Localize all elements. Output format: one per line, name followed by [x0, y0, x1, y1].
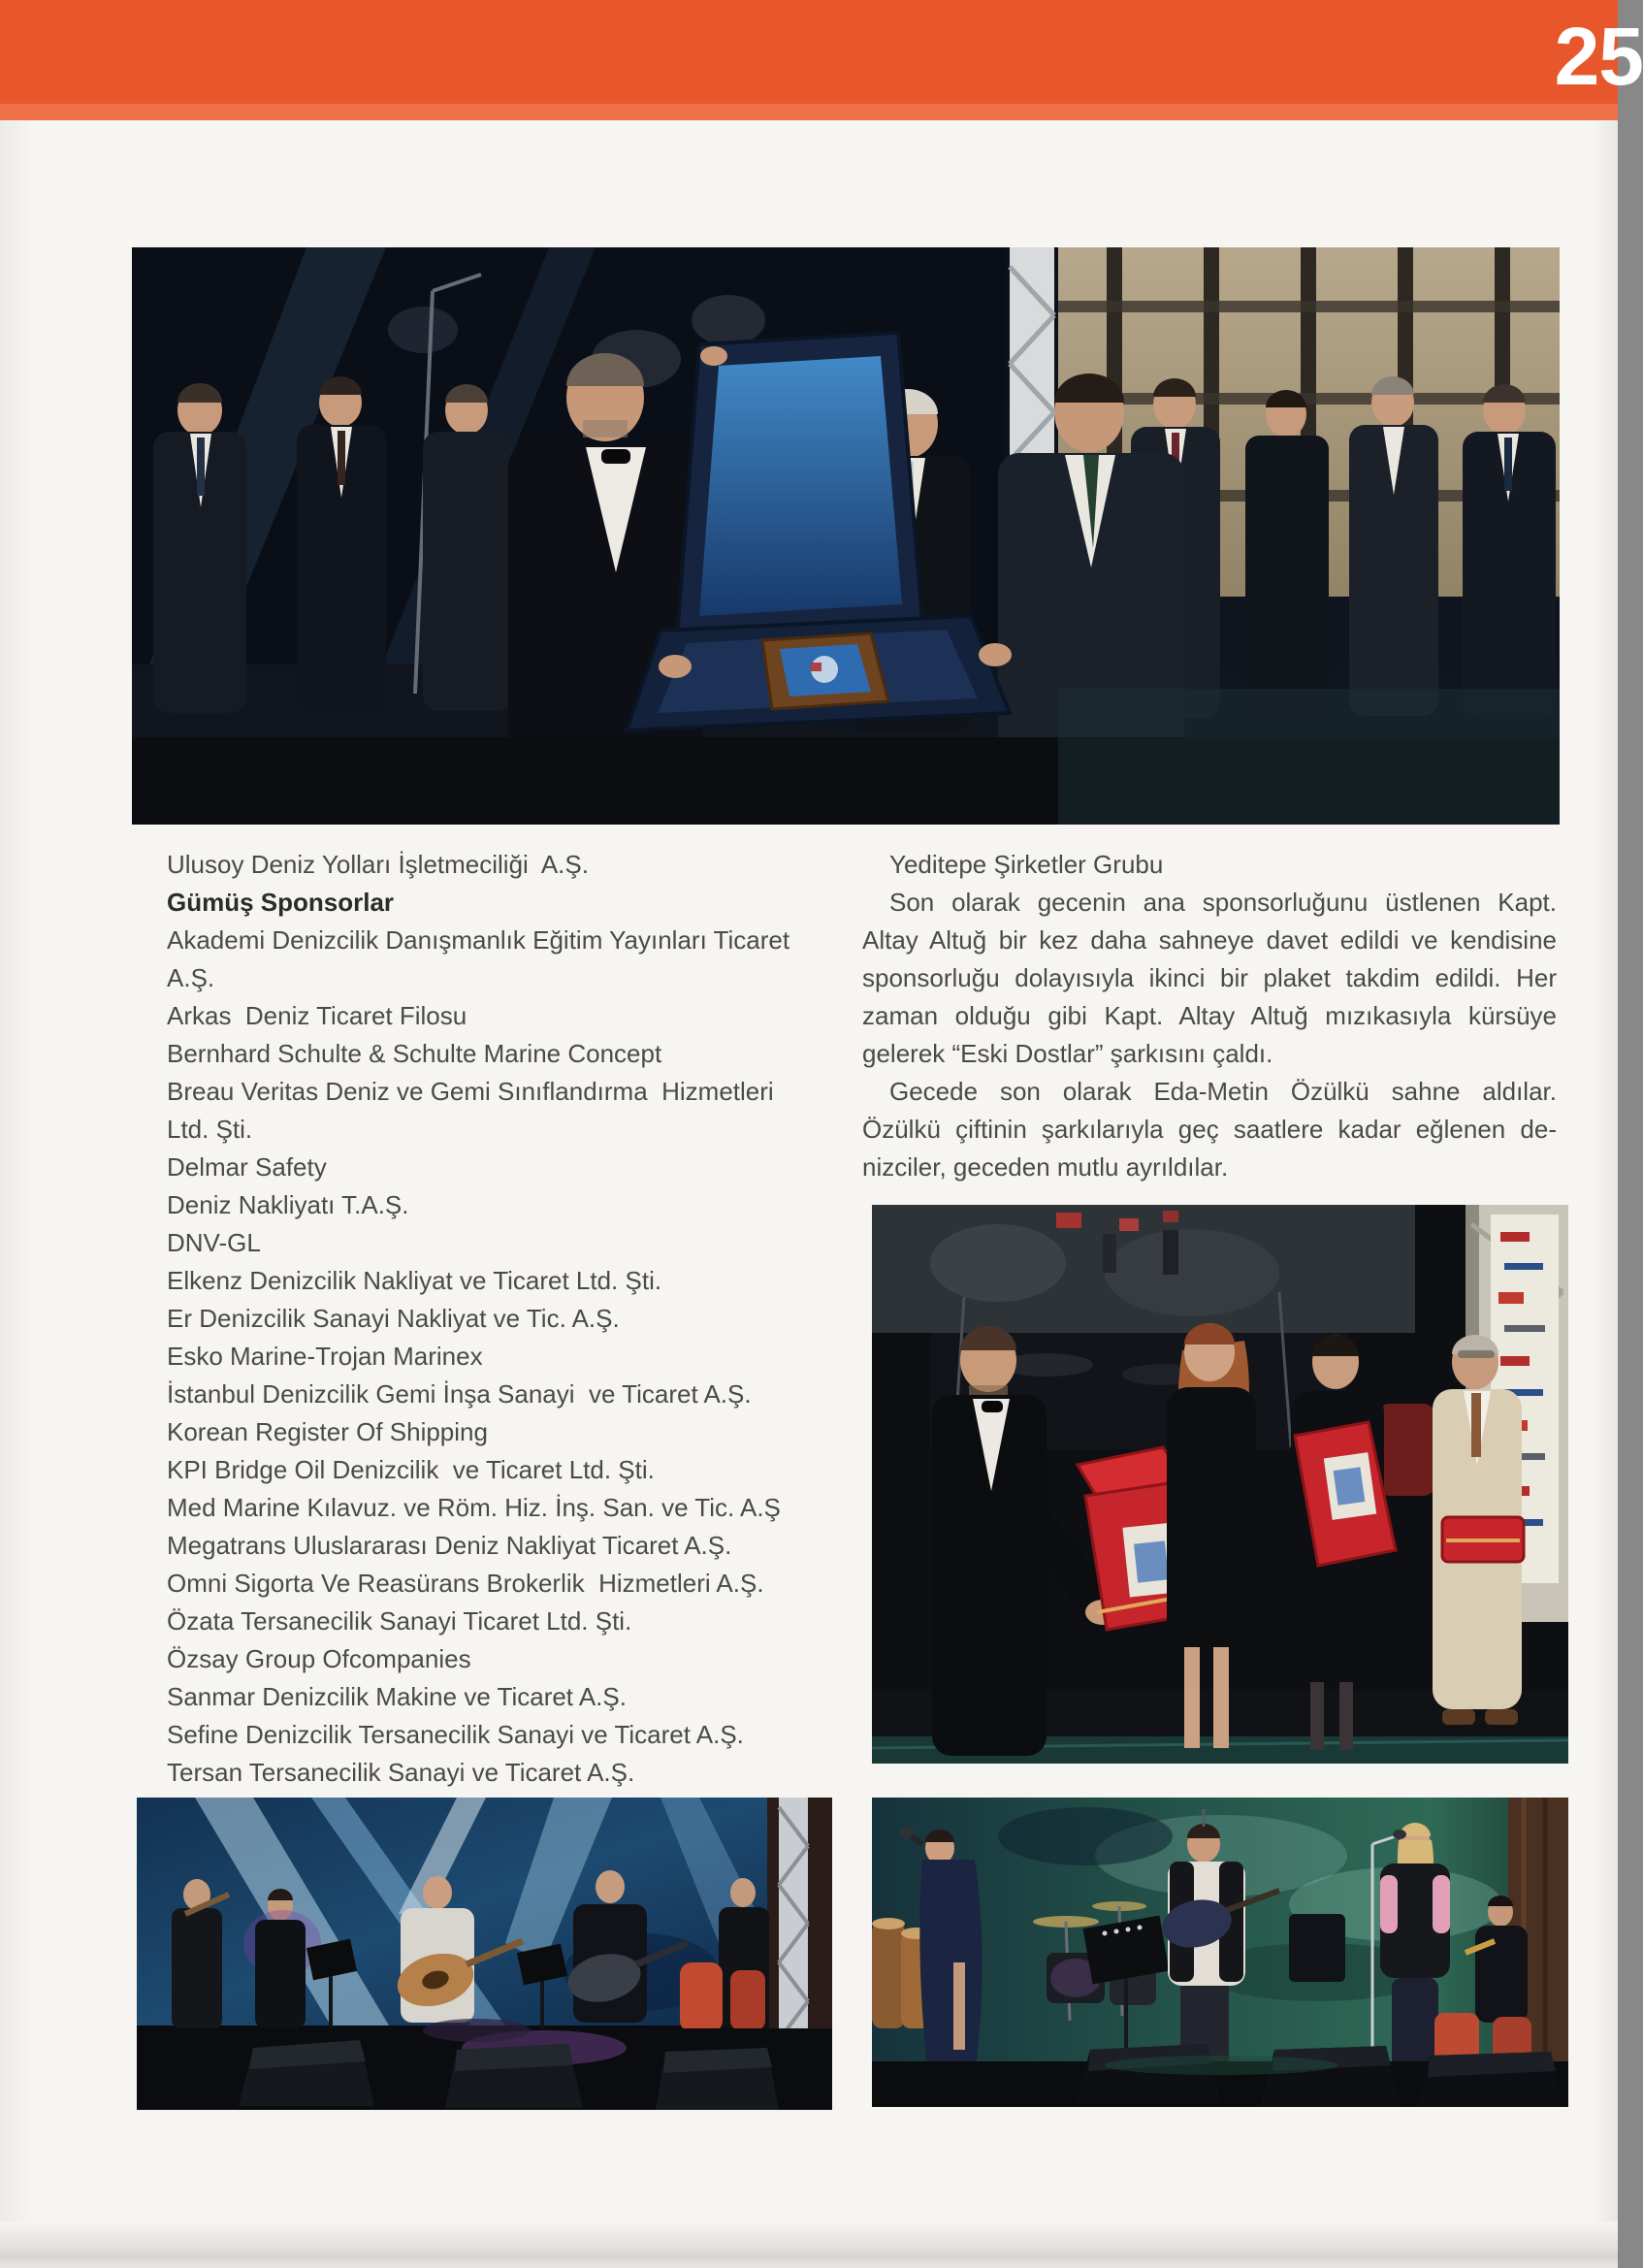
- article-line: Özülkü çiftinin şarkılarıyla geç saatlere kadar eğlenen de-: [862, 1115, 1557, 1144]
- sponsor-list: [167, 846, 812, 1792]
- sponsor-heading-gumus-sponsorlar: Gümüş Sponsorlar: [167, 888, 395, 917]
- award-ceremony-scene: [132, 247, 1560, 825]
- sponsor-line: Delmar Safety: [167, 1152, 327, 1182]
- sponsor-line: Sanmar Denizcilik Makine ve Ticaret A.Ş.: [167, 1682, 627, 1711]
- red-plaques-scene: [872, 1205, 1568, 1764]
- photo-red-plaques: [872, 1205, 1568, 1764]
- sponsor-line: Breau Veritas Deniz ve Gemi Sınıflandırma Hizmetleri: [167, 1077, 774, 1106]
- photo-award-ceremony: [132, 247, 1560, 825]
- sponsor-line: Omni Sigorta Ve Reasürans Brokerlik Hizmetleri A.Ş.: [167, 1569, 764, 1598]
- sponsor-line: Megatrans Uluslararası Deniz Nakliyat Ticaret A.Ş.: [167, 1531, 732, 1560]
- sponsor-line: Ltd. Şti.: [167, 1115, 253, 1144]
- singers-stage-scene: [872, 1798, 1568, 2107]
- orange-bar-light-strip: [0, 104, 1618, 120]
- sponsor-line: Er Denizcilik Sanayi Nakliyat ve Tic. A.Ş.: [167, 1304, 620, 1333]
- man-cream-suit: [1433, 1335, 1524, 1725]
- sponsor-line: Özata Tersanecilik Sanayi Ticaret Ltd. Şti.: [167, 1606, 632, 1636]
- article-line: Altay Altuğ bir kez daha sahneye davet edildi ve kendisine: [862, 925, 1557, 955]
- sponsor-line: DNV-GL: [167, 1228, 261, 1257]
- sponsor-line: Özsay Group Ofcompanies: [167, 1644, 471, 1673]
- article-text: [862, 846, 1557, 1186]
- article-line: Gecede son olarak Eda-Metin Özülkü sahne aldılar.: [889, 1077, 1557, 1106]
- sponsor-line: A.Ş.: [167, 963, 215, 992]
- sponsor-line: Korean Register Of Shipping: [167, 1417, 488, 1446]
- scan-edge-right: [1593, 120, 1618, 2268]
- page-number: 25: [1554, 11, 1643, 102]
- article-line: sponsorluğu dolayısıyla ikinci bir plaket takdim edildi. Her: [862, 963, 1557, 992]
- sponsor-line: Bernhard Schulte & Schulte Marine Concept: [167, 1039, 662, 1068]
- article-line: zaman olduğu gibi Kapt. Altay Altuğ mızıkasıyla kürsüye: [862, 1001, 1557, 1030]
- article-line: nizciler, geceden mutlu ayrıldılar.: [862, 1152, 1229, 1182]
- sponsor-line: Tersan Tersanecilik Sanayi ve Ticaret A.Ş.: [167, 1758, 635, 1787]
- sponsor-line: Arkas Deniz Ticaret Filosu: [167, 1001, 467, 1030]
- photo-singers-stage: [872, 1798, 1568, 2107]
- sponsor-line: Med Marine Kılavuz. ve Röm. Hiz. İnş. San. ve Tic. A.Ş: [167, 1493, 781, 1522]
- sponsor-line: Ulusoy Deniz Yolları İşletmeciliği A.Ş.: [167, 850, 589, 879]
- article-line: Son olarak gecenin ana sponsorluğunu üstlenen Kapt.: [889, 888, 1557, 917]
- sponsor-line: Deniz Nakliyatı T.A.Ş.: [167, 1190, 409, 1219]
- scan-edge-left: [0, 120, 33, 2268]
- photo-band-stage: [137, 1798, 832, 2110]
- sponsor-line: Akademi Denizcilik Danışmanlık Eğitim Yayınları Ticaret: [167, 925, 790, 955]
- sponsor-line: Elkenz Denizcilik Nakliyat ve Ticaret Ltd. Şti.: [167, 1266, 662, 1295]
- sponsor-line: İstanbul Denizcilik Gemi İnşa Sanayi ve Ticaret A.Ş.: [167, 1379, 752, 1409]
- sponsor-line: Esko Marine-Trojan Marinex: [167, 1342, 483, 1371]
- article-line: gelerek “Eski Dostlar” şarkısını çaldı.: [862, 1039, 1273, 1068]
- scan-edge-bottom: [0, 2221, 1618, 2268]
- sponsor-line: Sefine Denizcilik Tersanecilik Sanayi ve Ticaret A.Ş.: [167, 1720, 744, 1749]
- top-orange-bar: [0, 0, 1643, 120]
- band-stage-scene: [137, 1798, 832, 2110]
- article-line: Yeditepe Şirketler Grubu: [889, 850, 1164, 879]
- sponsor-line: KPI Bridge Oil Denizcilik ve Ticaret Ltd. Şti.: [167, 1455, 655, 1484]
